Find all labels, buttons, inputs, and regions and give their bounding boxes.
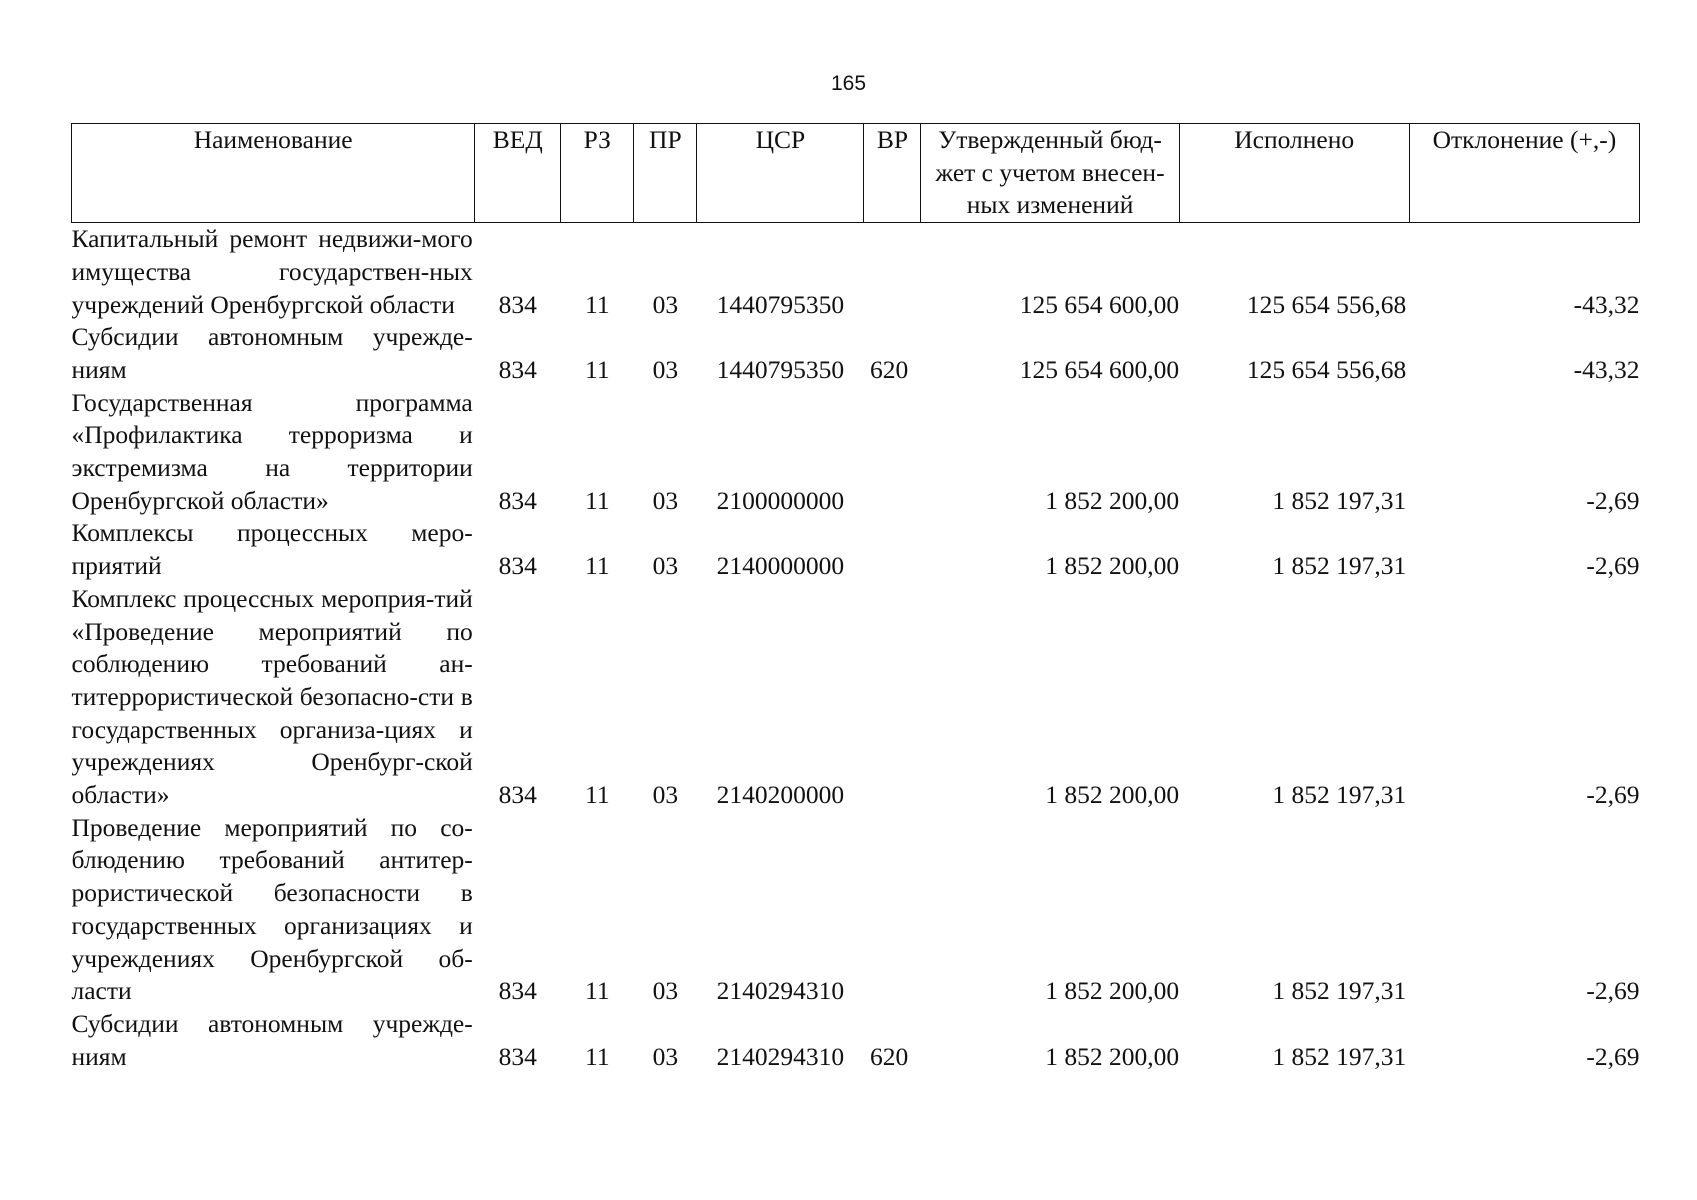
header-row: [72, 124, 1640, 223]
row-rz: 11: [585, 1041, 610, 1071]
row-vr: [864, 387, 921, 518]
row-rz: 11: [585, 551, 610, 581]
header-name: Наименование: [72, 124, 475, 223]
row-name: Государственная программа «Профилактика терроризма и экстремизма на территории Оренбургской области»: [71, 387, 473, 515]
header-vr: ВР: [864, 124, 921, 223]
table-header: [72, 124, 1640, 223]
header-done: Исполнено: [1179, 124, 1409, 223]
row-deviation: -43,32: [1573, 289, 1640, 319]
table-row: [72, 387, 1640, 518]
row-deviation: -2,69: [1586, 485, 1640, 515]
header-pr: ПР: [634, 124, 697, 223]
row-csr: 1440795350: [716, 289, 845, 319]
row-pr: 03: [652, 780, 679, 810]
row-done: 1 852 197,31: [1272, 551, 1407, 581]
row-done: 1 852 197,31: [1272, 780, 1407, 810]
row-csr: 2140294310: [716, 1041, 845, 1071]
row-ved: 834: [498, 780, 537, 810]
row-name: Комплекс процессных мероприя-тий «Проведение мероприятий по соблюдению требований ан-титеррористической безопасно-сти в государственных организа-циях и учреждениях Оренбург-ской области»: [71, 583, 473, 810]
table-row: [72, 1008, 1640, 1073]
table-row: [72, 321, 1640, 386]
row-deviation: -2,69: [1586, 780, 1640, 810]
row-budget: 1 852 200,00: [1045, 1041, 1180, 1071]
row-rz: 11: [585, 976, 610, 1006]
row-ved: 834: [498, 485, 537, 515]
row-ved: 834: [498, 289, 537, 319]
row-budget: 125 654 600,00: [1019, 354, 1180, 384]
row-budget: 1 852 200,00: [1045, 976, 1180, 1006]
header-rz: РЗ: [561, 124, 634, 223]
row-ved: 834: [498, 551, 537, 581]
header-deviation: Отклонение (+,-): [1409, 124, 1639, 223]
header-budget: Утвержденный бюд-жет с учетом внесен-ных изменений: [921, 124, 1179, 223]
row-pr: 03: [652, 354, 679, 384]
row-rz: 11: [585, 354, 610, 384]
row-csr: 1440795350: [716, 354, 845, 384]
row-vr: 620: [869, 354, 909, 384]
table-body: [72, 223, 1640, 1074]
row-done: 125 654 556,68: [1246, 354, 1407, 384]
row-csr: 2140000000: [716, 551, 845, 581]
row-name: Субсидии автономным учрежде-ниям: [71, 322, 473, 384]
row-ved: 834: [498, 976, 537, 1006]
row-vr: 620: [869, 1041, 909, 1071]
row-pr: 03: [652, 976, 679, 1006]
budget-execution-table: [71, 123, 1640, 1073]
row-vr: [864, 517, 921, 582]
table-row: [72, 223, 1640, 322]
row-name: Проведение мероприятий по со-блюдению требований антитер-рористической безопасности в государственных организациях и учреждениях Оренбургской об-ласти: [71, 812, 473, 1006]
header-csr: ЦСР: [697, 124, 864, 223]
row-budget: 125 654 600,00: [1019, 289, 1180, 319]
row-name: Субсидии автономным учрежде-ниям: [71, 1008, 473, 1071]
row-deviation: -2,69: [1586, 551, 1640, 581]
row-pr: 03: [652, 1041, 679, 1071]
row-csr: 2100000000: [716, 485, 845, 515]
row-rz: 11: [585, 485, 610, 515]
table-row: [72, 812, 1640, 1008]
table-row: [72, 583, 1640, 812]
row-budget: 1 852 200,00: [1045, 780, 1180, 810]
row-vr: [864, 812, 921, 1008]
row-done: 1 852 197,31: [1272, 485, 1407, 515]
row-name: Комплексы процессных меро-приятий: [71, 518, 473, 581]
row-ved: 834: [498, 354, 537, 384]
row-rz: 11: [585, 289, 610, 319]
row-done: 125 654 556,68: [1246, 289, 1407, 319]
table-row: [72, 517, 1640, 582]
row-pr: 03: [652, 289, 679, 319]
row-budget: 1 852 200,00: [1045, 485, 1180, 515]
row-pr: 03: [652, 551, 679, 581]
row-csr: 2140200000: [716, 780, 845, 810]
row-name: Капитальный ремонт недвижи-мого имущества государствен-ных учреждений Оренбургской области: [71, 224, 473, 319]
header-ved: ВЕД: [475, 124, 561, 223]
row-deviation: -43,32: [1573, 354, 1640, 384]
row-ved: 834: [498, 1041, 537, 1071]
row-rz: 11: [585, 780, 610, 810]
row-pr: 03: [652, 485, 679, 515]
row-deviation: -2,69: [1586, 976, 1640, 1006]
page-number: 165: [830, 72, 867, 95]
row-csr: 2140294310: [716, 976, 845, 1006]
row-vr: [864, 583, 921, 812]
row-done: 1 852 197,31: [1272, 976, 1407, 1006]
row-done: 1 852 197,31: [1272, 1041, 1407, 1071]
row-vr: [864, 223, 921, 322]
row-deviation: -2,69: [1586, 1041, 1640, 1071]
row-budget: 1 852 200,00: [1045, 551, 1180, 581]
